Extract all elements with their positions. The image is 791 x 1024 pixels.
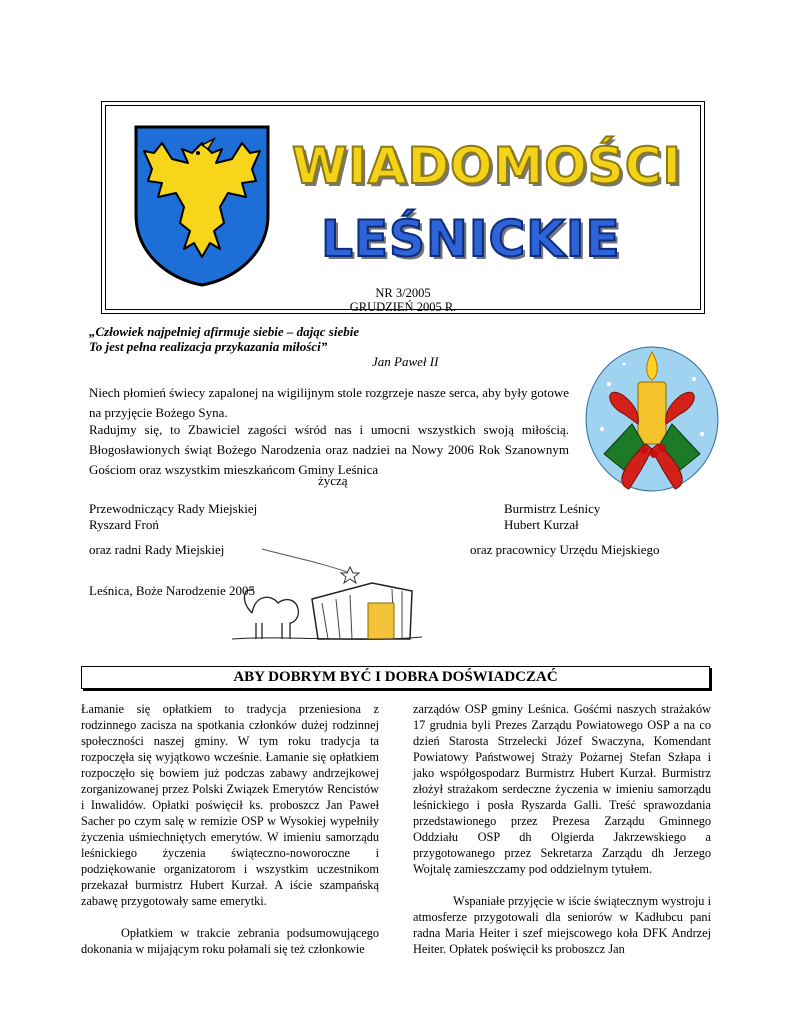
article-left-paragraph-1: Łamanie się opłatkiem to tradycja przeniesiona z rodzinnego zacisza na spotkania członków dużej rodzinnej społeczności naszej gminy. W tym roku tradycja ta rozpoczęła się wyjątkowo wcześnie. Łamanie się opłatkiem rozpoczęło się bowiem już podczas zabawy andrzejkowej zorganizowanej przez Polski Związek Emerytów Rencistów i Inwalidów. Opłatki poświęcił ks. proboszcz Jan Paweł Sacher po czym salę w remizie OSP w Wysokiej wypełniły życzenia uśmiechniętych emerytów. W imieniu samorządu leśnickiego życzenia świąteczno-noworoczne i podziękowanie organizatorom i wszystkim uczestnikom przekazał burmistrz Hubert Kurzał. A iście szampańską zabawę przygotowały same emerytki.: [81, 702, 379, 908]
title-line-2: LEŚNICKIE: [321, 210, 621, 268]
masthead: [101, 101, 705, 314]
issue-number: NR 3/2005: [375, 286, 431, 300]
signature-right-extra: oraz pracownicy Urzędu Miejskiego: [470, 542, 660, 557]
signature-right-name: Hubert Kurzał: [504, 517, 579, 532]
quote-line-2: To jest pełna realizacja przykazania miłości”: [89, 339, 328, 354]
quote-author: Jan Paweł II: [372, 354, 439, 369]
article-column-left: [81, 701, 379, 957]
article-column-right: [413, 701, 711, 957]
christmas-candle-icon: [584, 344, 720, 494]
title-line-1: WIADOMOŚCI: [292, 137, 683, 195]
article-heading: ABY DOBRYM BYĆ I DOBRA DOŚWIADCZAĆ: [81, 666, 710, 689]
place-and-date: Leśnica, Boże Narodzenie 2005: [89, 583, 256, 598]
signature-right-title: Burmistrz Leśnicy: [504, 501, 601, 516]
signature-left-name: Ryszard Froń: [89, 517, 159, 532]
signature-left-title: Przewodniczący Rady Miejskiej: [89, 501, 258, 516]
masthead-inner-frame: [105, 105, 701, 314]
signature-left: [89, 501, 257, 533]
issue-date: GRUDZIEŃ 2005 R.: [349, 300, 457, 314]
paragraph-gap: [413, 877, 711, 893]
signature-left-extra: oraz radni Rady Miejskiej: [89, 542, 225, 557]
article-right-paragraph-1: zarządów OSP gminy Leśnica. Gośćmi naszych strażaków 17 grudnia byli Prezes Zarządu Powiatowego OSP a na co dzień Starosta Strzelecki Józef Swaczyna, Komendant Powiatowy Państwowej Straży Pożarnej Stefan Szłapa i jako współgospodarz Burmistrz Hubert Kurzał. Burmistrz złożył strażakom serdeczne życzenia w imieniu samorządu leśnickiego i posła Ryszarda Galli. Treść sprawozdania przedstawionego przez Prezesa Zarządu Gminnego Oddziału OSP dh Olgierda Jakrzewskiego a przygotowanego przez Sekretarza Zarządu dh Jerzego Wojtalę zamieszczamy pod oddzielnym tytułem.: [413, 702, 711, 876]
signature-right: [504, 501, 600, 533]
quote: [89, 324, 359, 354]
paragraph-gap: [81, 909, 379, 925]
greeting-wish: życzą: [318, 473, 348, 488]
article-right-paragraph-2: Wspaniałe przyjęcie w iście świątecznym wystroju i atmosferze przygotowali dla seniorów w Kadłubcu pani radna Maria Heiter i szef miejscowego koła DFK Andrzej Heiter. Opłatek poświęcił ks proboszcz Jan: [413, 894, 711, 956]
article-left-paragraph-2: Opłatkiem w trakcie zebrania podsumowującego dokonania w mijającym roku połamali się też członkowie: [81, 926, 379, 956]
quote-line-1: „Człowiek najpełniej afirmuje siebie – dając siebie: [89, 324, 360, 339]
issue-info: [106, 286, 700, 314]
greeting-paragraph-2: Radujmy się, to Zbawiciel zagości wśród nas i umocni wszystkich swoją miłością. Błogosławionych świąt Bożego Narodzenia oraz nadziei na Nowy 2006 Rok Szanownym Gościom oraz wszystkim mieszkańcom Gminy Leśnica: [89, 422, 569, 477]
coat-of-arms-eagle-icon: [132, 123, 272, 289]
nativity-stable-icon: [232, 543, 422, 643]
greeting-paragraph-1: Niech płomień świecy zapalonej na wigilijnym stole rozgrzeje nasze serca, aby były gotowe na przyjęcie Bożego Syna.: [89, 385, 569, 420]
